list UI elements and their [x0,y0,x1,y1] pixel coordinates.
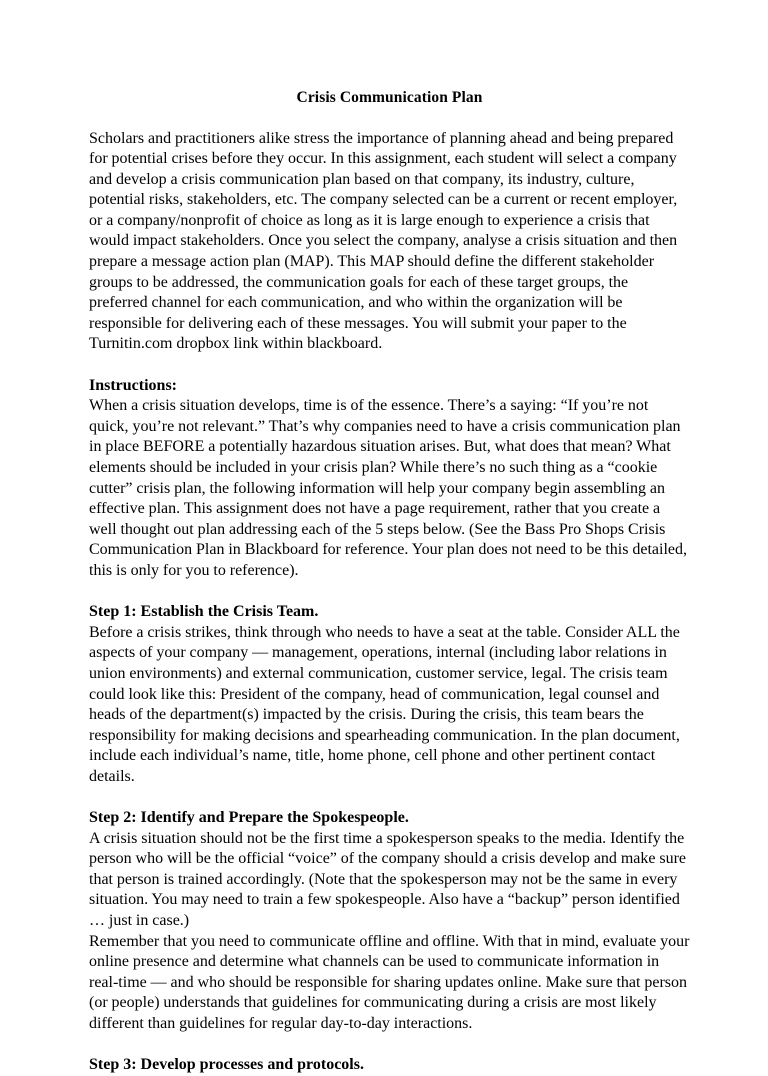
instructions-section [89,376,690,582]
instructions-heading: Instructions: [89,376,178,394]
step-2-paragraph-2: Remember that you need to communicate offline and offline. With that in mind, evaluate your online presence and determine what channels can be used to communicate information in real-time — and who should be responsible for sharing updates online. Make sure that person (or people) understands that guidelines for communicating during a crisis are most likely different than guidelines for regular day-to-day interactions. [89,932,690,1033]
step-1-paragraph: Before a crisis strikes, think through who needs to have a seat at the table. Consider ALL the aspects of your company — management, operations, internal (including labor relations in union environments) and external communication, customer service, legal. The crisis team could look like this: President of the company, head of communication, legal counsel and heads of the department(s) impacted by the crisis. During the crisis, this team bears the responsibility for making decisions and spearheading communication. In the plan document, include each individual’s name, title, home phone, cell phone and other pertinent contact details. [89,623,680,785]
page-title: Crisis Communication Plan [296,89,483,106]
instructions-paragraph: When a crisis situation develops, time is of the essence. There’s a saying: “If you’re not quick, you’re not relevant.” That’s why companies need to have a crisis communication plan in place BEFORE a potentially hazardous situation arises. But, what does that mean? What elements should be included in your crisis plan? While there’s no such thing as a “cookie cutter” crisis plan, the following information will help your company begin assembling an effective plan. This assignment does not have a page requirement, rather that you create a well thought out plan addressing each of the 5 steps below. (See the Bass Pro Shops Crisis Communication Plan in Blackboard for reference. Your plan does not need to be this detailed, this is only for you to reference). [89,397,688,579]
paragraph-spacer [89,355,690,376]
paragraph-spacer [89,1035,690,1056]
step-3-section [89,1055,690,1076]
step-2-heading: Step 2: Identify and Prepare the Spokespeople. [89,809,409,827]
paragraph-spacer [89,788,690,809]
step-2-paragraph-1: A crisis situation should not be the first time a spokesperson speaks to the media. Identify the person who will be the official “voice” of the company should a crisis develop and make sure that person is trained accordingly. (Note that the spokesperson may not be the same in every situation. You may need to train a few spokespeople. Also have a “backup” person identified … just in case.) [89,829,687,930]
document-content [89,88,690,1076]
step-3-heading: Step 3: Develop processes and protocols. [89,1056,364,1074]
paragraph-spacer [89,582,690,603]
intro-paragraph: Scholars and practitioners alike stress the importance of planning ahead and being prepared for potential crises before they occur. In this assignment, each student will select a company and develop a crisis communication plan based on that company, its industry, culture, potential risks, stakeholders, etc. The company selected can be a current or recent employer, or a company/nonprofit of choice as long as it is large enough to experience a crisis that would impact stakeholders. Once you select the company, analyse a crisis situation and then prepare a message action plan (MAP). This MAP should define the different stakeholder groups to be addressed, the communication goals for each of these target groups, the preferred channel for each communication, and who within the organization will be responsible for delivering each of these messages. You will submit your paper to the Turnitin.com dropbox link within blackboard. [89,129,678,353]
step-1-section [89,602,690,787]
step-1-heading: Step 1: Establish the Crisis Team. [89,603,319,621]
step-2-section [89,808,690,1035]
